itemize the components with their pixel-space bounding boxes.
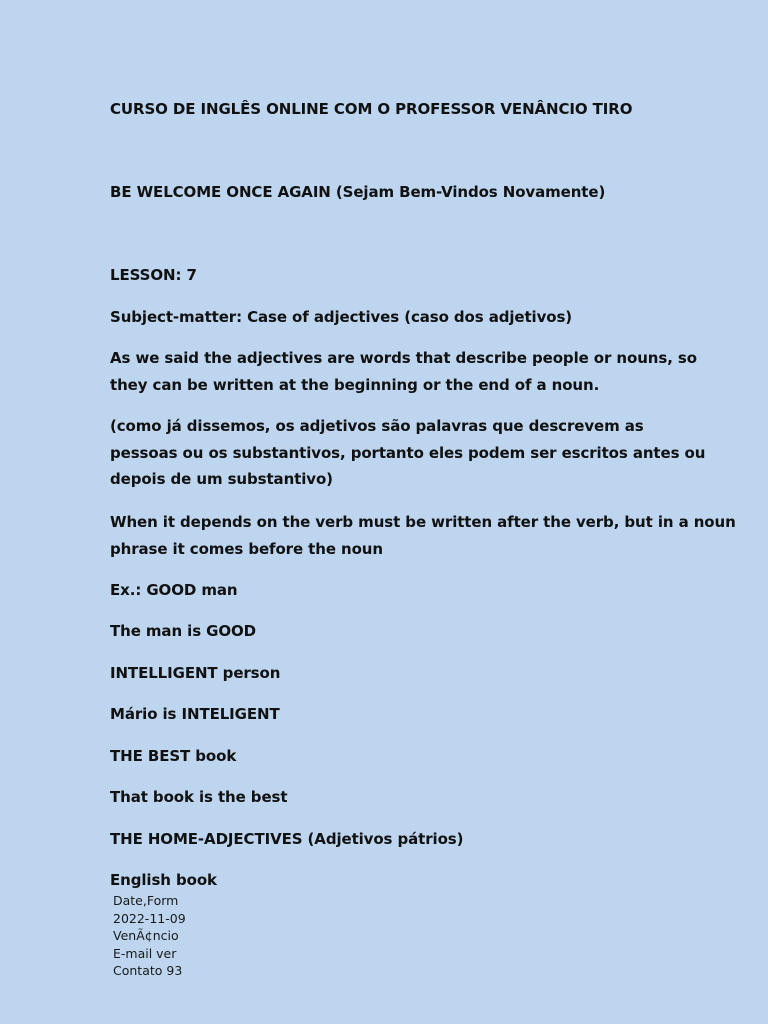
home-adjectives-heading: THE HOME-ADJECTIVES (Adjetivos pátrios) — [110, 830, 464, 848]
paragraph-adjectives-portuguese — [110, 413, 706, 493]
paragraph-line: they can be written at the beginning or the end of a noun. — [110, 375, 600, 394]
example-line: That book is the best — [110, 788, 288, 806]
paragraph-line: (como já dissemos, os adjetivos são palavras que descrevem as — [110, 417, 644, 435]
example-line: English book — [110, 871, 217, 889]
example-line: INTELLIGENT person — [110, 664, 281, 682]
lesson-number: LESSON: 7 — [110, 266, 197, 284]
signature-line: 2022-11-09 — [113, 910, 186, 926]
subject-matter: Subject-matter: Case of adjectives (caso dos adjetivos) — [110, 308, 573, 326]
welcome-heading: BE WELCOME ONCE AGAIN (Sejam Bem-Vindos Novamente) — [110, 183, 606, 201]
paragraph-verb-rule — [110, 509, 736, 562]
paragraph-line: pessoas ou os substantivos, portanto eles podem ser escritos antes ou — [110, 443, 706, 462]
paragraph-line: phrase it comes before the noun — [110, 539, 383, 558]
paragraph-line: As we said the adjectives are words that describe people or nouns, so — [110, 349, 697, 367]
signature-line: Contato 93 — [113, 963, 183, 978]
signature-block — [110, 892, 186, 980]
course-title: CURSO DE INGLÊS ONLINE COM O PROFESSOR VENÂNCIO TIRO — [110, 100, 633, 118]
paragraph-adjectives-english — [110, 345, 697, 398]
signature-line: E-mail ver — [113, 945, 177, 961]
paragraph-line: When it depends on the verb must be written after the verb, but in a noun — [110, 513, 736, 531]
example-line: Mário is INTELIGENT — [110, 705, 280, 723]
example-line: The man is GOOD — [110, 622, 257, 640]
example-line: Ex.: GOOD man — [110, 581, 238, 599]
example-line: THE BEST book — [110, 747, 237, 765]
paragraph-line: depois de um substantivo) — [110, 470, 333, 488]
signature-line: Date,Form — [113, 893, 179, 908]
signature-line: VenÃ¢ncio — [113, 928, 179, 943]
